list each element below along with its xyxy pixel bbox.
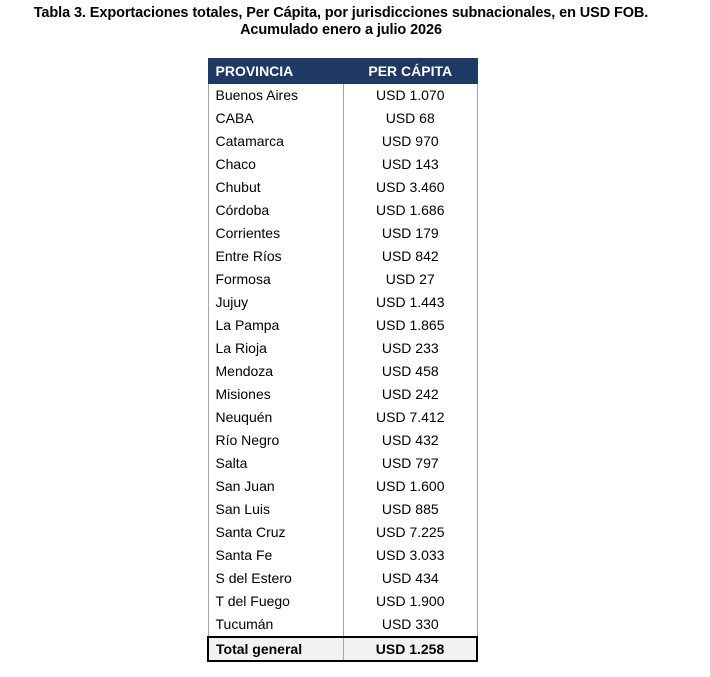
cell-provincia: T del Fuego: [208, 590, 344, 613]
cell-provincia: Jujuy: [208, 291, 344, 314]
per-capita-exports-table: [207, 58, 478, 662]
table-row: [208, 498, 477, 521]
cell-provincia: Chaco: [208, 153, 344, 176]
cell-per-capita: USD 1.600: [344, 475, 478, 498]
table-row: [208, 590, 477, 613]
table-row: [208, 429, 477, 452]
cell-per-capita: USD 842: [344, 245, 478, 268]
cell-provincia: San Luis: [208, 498, 344, 521]
table-row: [208, 521, 477, 544]
table-row: [208, 84, 477, 108]
cell-provincia: Córdoba: [208, 199, 344, 222]
cell-per-capita: USD 970: [344, 130, 478, 153]
cell-per-capita: USD 1.070: [344, 84, 478, 108]
cell-per-capita: USD 1.443: [344, 291, 478, 314]
table-row: [208, 153, 477, 176]
cell-per-capita: USD 1.686: [344, 199, 478, 222]
table-title-line-2: Acumulado enero a julio 2026: [240, 22, 442, 38]
table-row: [208, 360, 477, 383]
cell-provincia: Formosa: [208, 268, 344, 291]
cell-provincia: CABA: [208, 107, 344, 130]
cell-per-capita: USD 3.033: [344, 544, 478, 567]
cell-per-capita: USD 1.865: [344, 314, 478, 337]
cell-per-capita: USD 179: [344, 222, 478, 245]
cell-per-capita: USD 68: [344, 107, 478, 130]
cell-provincia: Chubut: [208, 176, 344, 199]
cell-provincia: Tucumán: [208, 613, 344, 637]
cell-provincia: Neuquén: [208, 406, 344, 429]
cell-per-capita: USD 432: [344, 429, 478, 452]
cell-per-capita: USD 7.225: [344, 521, 478, 544]
table-row: [208, 337, 477, 360]
cell-per-capita: USD 1.900: [344, 590, 478, 613]
cell-provincia: La Rioja: [208, 337, 344, 360]
cell-per-capita: USD 797: [344, 452, 478, 475]
cell-provincia: San Juan: [208, 475, 344, 498]
cell-per-capita: USD 242: [344, 383, 478, 406]
cell-provincia: La Pampa: [208, 314, 344, 337]
cell-per-capita: USD 885: [344, 498, 478, 521]
table-body: [208, 84, 477, 638]
table-row: [208, 176, 477, 199]
header-provincia: PROVINCIA: [208, 59, 344, 84]
cell-per-capita: USD 143: [344, 153, 478, 176]
cell-provincia: Salta: [208, 452, 344, 475]
cell-per-capita: USD 27: [344, 268, 478, 291]
header-per-capita: PER CÁPITA: [344, 59, 478, 84]
cell-provincia: Misiones: [208, 383, 344, 406]
cell-provincia: Santa Fe: [208, 544, 344, 567]
total-row: [208, 637, 477, 661]
table-row: [208, 199, 477, 222]
table-title: [0, 5, 682, 39]
table-row: [208, 222, 477, 245]
total-label: Total general: [208, 637, 344, 661]
table-row: [208, 567, 477, 590]
table-row: [208, 383, 477, 406]
table-row: [208, 613, 477, 637]
table-row: [208, 406, 477, 429]
cell-provincia: Catamarca: [208, 130, 344, 153]
table-row: [208, 291, 477, 314]
cell-provincia: Buenos Aires: [208, 84, 344, 108]
cell-per-capita: USD 434: [344, 567, 478, 590]
cell-provincia: Mendoza: [208, 360, 344, 383]
cell-per-capita: USD 7.412: [344, 406, 478, 429]
table-row: [208, 544, 477, 567]
table-header-row: [208, 59, 477, 84]
table-row: [208, 130, 477, 153]
cell-per-capita: USD 3.460: [344, 176, 478, 199]
cell-provincia: Río Negro: [208, 429, 344, 452]
table-row: [208, 107, 477, 130]
cell-provincia: Entre Ríos: [208, 245, 344, 268]
cell-per-capita: USD 330: [344, 613, 478, 637]
cell-per-capita: USD 233: [344, 337, 478, 360]
table-row: [208, 268, 477, 291]
cell-per-capita: USD 458: [344, 360, 478, 383]
table-row: [208, 475, 477, 498]
table-row: [208, 452, 477, 475]
cell-provincia: S del Estero: [208, 567, 344, 590]
table-title-line-1: Tabla 3. Exportaciones totales, Per Cápita, por jurisdicciones subnacionales, en USD FOB.: [33, 5, 649, 21]
cell-provincia: Santa Cruz: [208, 521, 344, 544]
table-row: [208, 245, 477, 268]
table-row: [208, 314, 477, 337]
total-value: USD 1.258: [344, 637, 478, 661]
cell-provincia: Corrientes: [208, 222, 344, 245]
